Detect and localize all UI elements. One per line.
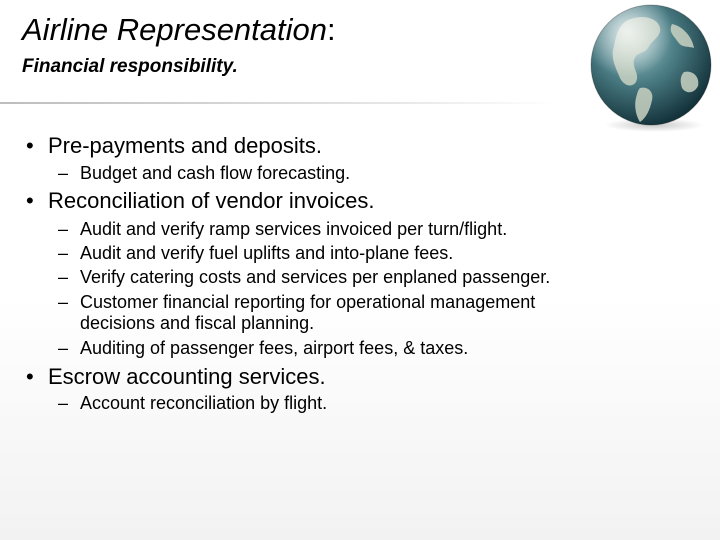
bullet-text: Reconciliation of vendor invoices. bbox=[48, 188, 375, 213]
sub-bullet-text: Verify catering costs and services per enplaned passenger. bbox=[80, 267, 551, 287]
bullet-text: Escrow accounting services. bbox=[48, 364, 326, 389]
bullet-text: Pre-payments and deposits. bbox=[48, 133, 322, 158]
dash-marker: – bbox=[58, 163, 69, 183]
sub-bullet-text: Audit and verify fuel uplifts and into-plane fees. bbox=[80, 243, 454, 263]
dash-marker: – bbox=[58, 338, 69, 358]
dash-marker: – bbox=[58, 243, 69, 263]
dash-marker: – bbox=[58, 393, 69, 413]
title-italic-text: Airline Representation bbox=[22, 12, 328, 47]
dash-marker: – bbox=[58, 219, 69, 239]
title-colon: : bbox=[327, 12, 336, 47]
dash-marker: – bbox=[58, 292, 69, 312]
sub-bullet-text: Audit and verify ramp services invoiced per turn/flight. bbox=[80, 219, 508, 239]
dash-marker: – bbox=[58, 267, 69, 287]
sub-bullet-text: Customer financial reporting for operational management bbox=[80, 292, 536, 312]
sub-bullet-item bbox=[58, 338, 469, 359]
sub-bullet-item bbox=[58, 292, 536, 313]
bullet-item bbox=[26, 133, 322, 159]
bullet-item bbox=[26, 188, 375, 214]
slide-subtitle: Financial responsibility. bbox=[22, 56, 238, 77]
bullet-marker: • bbox=[26, 188, 34, 213]
sub-bullet-text: Budget and cash flow forecasting. bbox=[80, 163, 351, 183]
bullet-item bbox=[26, 364, 326, 390]
sub-bullet-text: Account reconciliation by flight. bbox=[80, 393, 328, 413]
sub-bullet-item bbox=[58, 393, 328, 414]
sub-bullet-item bbox=[58, 219, 508, 240]
sub-bullet-text: Auditing of passenger fees, airport fees, & taxes. bbox=[80, 338, 469, 358]
sub-bullet-item bbox=[58, 267, 551, 288]
bullet-marker: • bbox=[26, 133, 34, 158]
sub-bullet-item bbox=[58, 243, 454, 264]
sub-bullet-item bbox=[58, 163, 351, 184]
sub-bullet-continuation: decisions and fiscal planning. bbox=[80, 313, 315, 333]
bullet-marker: • bbox=[26, 364, 34, 389]
